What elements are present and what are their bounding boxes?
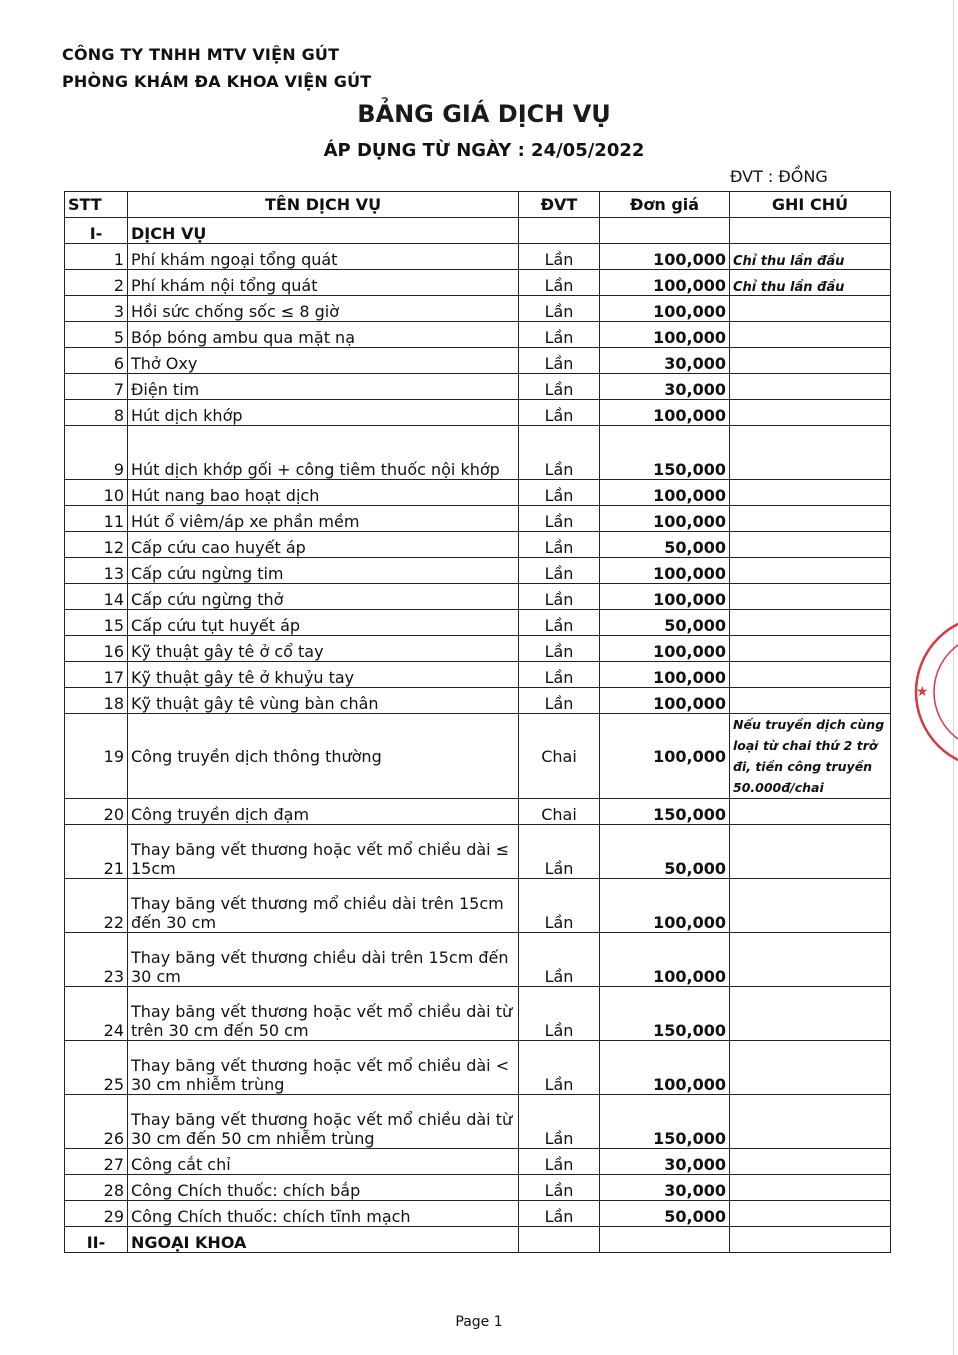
service-unit: Lần: [519, 1095, 600, 1149]
service-name: Phí khám nội tổng quát: [128, 270, 519, 296]
table-row: [65, 799, 891, 825]
service-name: Thay băng vết thương hoặc vết mổ chiều dài từ trên 30 cm đến 50 cm: [128, 987, 519, 1041]
service-unit: Lần: [519, 1149, 600, 1175]
currency-unit-note: ĐVT : ĐỒNG: [730, 167, 828, 186]
row-number: 26: [65, 1095, 128, 1149]
service-unit: Lần: [519, 933, 600, 987]
table-row: [65, 400, 891, 426]
table-row: [65, 714, 891, 799]
page-title: BẢNG GIÁ DỊCH VỤ: [357, 100, 611, 128]
row-number: 27: [65, 1149, 128, 1175]
service-price: 150,000: [600, 987, 730, 1041]
service-price: 100,000: [600, 933, 730, 987]
row-number: 3: [65, 296, 128, 322]
service-note: [730, 296, 891, 322]
table-row: [65, 1149, 891, 1175]
section-title: NGOẠI KHOA: [128, 1227, 519, 1253]
service-unit: Lần: [519, 825, 600, 879]
service-name: Thay băng vết thương hoặc vết mổ chiều dài < 30 cm nhiễm trùng: [128, 1041, 519, 1095]
service-note: [730, 825, 891, 879]
service-note: [730, 1095, 891, 1149]
service-note: [730, 1201, 891, 1227]
service-note: [730, 532, 891, 558]
page-number: Page 1: [455, 1314, 503, 1330]
service-price: 50,000: [600, 1201, 730, 1227]
service-unit: Lần: [519, 987, 600, 1041]
section-number: I-: [65, 218, 128, 244]
row-number: 22: [65, 879, 128, 933]
service-price: 100,000: [600, 662, 730, 688]
service-name: Công Chích thuốc: chích bắp: [128, 1175, 519, 1201]
row-number: 13: [65, 558, 128, 584]
service-name: Công truyền dịch đạm: [128, 799, 519, 825]
table-row: [65, 584, 891, 610]
service-price: 30,000: [600, 374, 730, 400]
service-note: [730, 1041, 891, 1095]
table-row: [65, 688, 891, 714]
service-unit: Lần: [519, 610, 600, 636]
service-price: 50,000: [600, 532, 730, 558]
row-number: 24: [65, 987, 128, 1041]
table-row: [65, 532, 891, 558]
row-number: 2: [65, 270, 128, 296]
service-note: Chỉ thu lần đầu: [730, 244, 891, 270]
row-number: 17: [65, 662, 128, 688]
col-header-note: GHI CHÚ: [730, 192, 891, 218]
table-row: [65, 1201, 891, 1227]
table-row: [65, 933, 891, 987]
table-row: [65, 636, 891, 662]
table-row: [65, 558, 891, 584]
service-price: 100,000: [600, 714, 730, 799]
service-name: Cấp cứu cao huyết áp: [128, 532, 519, 558]
service-unit: Lần: [519, 426, 600, 480]
service-note: [730, 1149, 891, 1175]
table-row: [65, 480, 891, 506]
service-name: Hút nang bao hoạt dịch: [128, 480, 519, 506]
service-price: 100,000: [600, 584, 730, 610]
service-price: 150,000: [600, 1095, 730, 1149]
service-note: [730, 610, 891, 636]
service-name: Thay băng vết thương mổ chiều dài trên 15cm đến 30 cm: [128, 879, 519, 933]
service-name: Hút ổ viêm/áp xe phần mềm: [128, 506, 519, 532]
table-row: [65, 1095, 891, 1149]
service-name: Cấp cứu ngừng tim: [128, 558, 519, 584]
col-header-stt: STT: [65, 192, 128, 218]
table-row: [65, 879, 891, 933]
service-note: [730, 400, 891, 426]
service-note: [730, 426, 891, 480]
service-unit: Lần: [519, 296, 600, 322]
service-price: 100,000: [600, 244, 730, 270]
table-row: [65, 322, 891, 348]
section-title: DỊCH VỤ: [128, 218, 519, 244]
service-price: 150,000: [600, 799, 730, 825]
service-unit: Lần: [519, 879, 600, 933]
table-row: [65, 296, 891, 322]
service-price: 100,000: [600, 688, 730, 714]
row-number: 15: [65, 610, 128, 636]
service-price: 100,000: [600, 270, 730, 296]
service-price: 30,000: [600, 1175, 730, 1201]
clinic-name: PHÒNG KHÁM ĐA KHOA VIỆN GÚT: [62, 72, 372, 91]
section-row: [65, 1227, 891, 1253]
service-unit: Lần: [519, 558, 600, 584]
service-note: Chỉ thu lần đầu: [730, 270, 891, 296]
row-number: 29: [65, 1201, 128, 1227]
service-unit: Chai: [519, 799, 600, 825]
service-name: Công cắt chỉ: [128, 1149, 519, 1175]
red-seal-stamp: [910, 612, 958, 772]
empty-cell: [519, 218, 600, 244]
service-price: 50,000: [600, 610, 730, 636]
row-number: 25: [65, 1041, 128, 1095]
service-name: Thay băng vết thương chiều dài trên 15cm đến 30 cm: [128, 933, 519, 987]
row-number: 6: [65, 348, 128, 374]
section-number: II-: [65, 1227, 128, 1253]
empty-cell: [600, 1227, 730, 1253]
service-unit: Lần: [519, 374, 600, 400]
company-name: CÔNG TY TNHH MTV VIỆN GÚT: [62, 45, 340, 64]
service-name: Cấp cứu ngừng thở: [128, 584, 519, 610]
service-note: [730, 688, 891, 714]
row-number: 5: [65, 322, 128, 348]
service-note: [730, 662, 891, 688]
service-price: 100,000: [600, 1041, 730, 1095]
service-unit: Lần: [519, 1201, 600, 1227]
service-name: Hút dịch khớp gối + công tiêm thuốc nội khớp: [128, 426, 519, 480]
table-row: [65, 506, 891, 532]
row-number: 18: [65, 688, 128, 714]
service-name: Cấp cứu tụt huyết áp: [128, 610, 519, 636]
service-price: 100,000: [600, 558, 730, 584]
service-note: [730, 584, 891, 610]
service-unit: Lần: [519, 480, 600, 506]
service-price: 100,000: [600, 506, 730, 532]
service-name: Thở Oxy: [128, 348, 519, 374]
service-unit: Lần: [519, 244, 600, 270]
service-unit: Lần: [519, 584, 600, 610]
table-row: [65, 270, 891, 296]
row-number: 11: [65, 506, 128, 532]
service-name: Công Chích thuốc: chích tĩnh mạch: [128, 1201, 519, 1227]
service-name: Thay băng vết thương hoặc vết mổ chiều dài ≤ 15cm: [128, 825, 519, 879]
table-row: [65, 374, 891, 400]
service-note: [730, 879, 891, 933]
service-note: [730, 348, 891, 374]
service-name: Thay băng vết thương hoặc vết mổ chiều dài từ 30 cm đến 50 cm nhiễm trùng: [128, 1095, 519, 1149]
service-price: 150,000: [600, 426, 730, 480]
row-number: 23: [65, 933, 128, 987]
empty-cell: [730, 218, 891, 244]
service-note: [730, 636, 891, 662]
service-name: Kỹ thuật gây tê ở khuỷu tay: [128, 662, 519, 688]
service-price: 100,000: [600, 879, 730, 933]
price-table: [64, 191, 891, 1253]
service-note: Nếu truyền dịch cùng loại từ chai thứ 2 trở đi, tiền công truyền 50.000đ/chai: [730, 714, 891, 799]
service-unit: Lần: [519, 1041, 600, 1095]
service-unit: Lần: [519, 662, 600, 688]
service-note: [730, 374, 891, 400]
row-number: 7: [65, 374, 128, 400]
service-name: Phí khám ngoại tổng quát: [128, 244, 519, 270]
service-price: 100,000: [600, 296, 730, 322]
service-note: [730, 322, 891, 348]
row-number: 28: [65, 1175, 128, 1201]
service-unit: Lần: [519, 270, 600, 296]
service-unit: Lần: [519, 1175, 600, 1201]
row-number: 9: [65, 426, 128, 480]
col-header-unit: ĐVT: [519, 192, 600, 218]
service-price: 50,000: [600, 825, 730, 879]
table-row: [65, 662, 891, 688]
service-unit: Lần: [519, 688, 600, 714]
service-unit: Lần: [519, 400, 600, 426]
service-note: [730, 799, 891, 825]
row-number: 16: [65, 636, 128, 662]
effective-date: ÁP DỤNG TỪ NGÀY : 24/05/2022: [323, 140, 645, 161]
service-price: 100,000: [600, 400, 730, 426]
table-row: [65, 825, 891, 879]
service-note: [730, 987, 891, 1041]
service-price: 100,000: [600, 322, 730, 348]
service-note: [730, 1175, 891, 1201]
service-price: 100,000: [600, 480, 730, 506]
service-note: [730, 558, 891, 584]
section-row: [65, 218, 891, 244]
table-row: [65, 1175, 891, 1201]
empty-cell: [519, 1227, 600, 1253]
service-name: Bóp bóng ambu qua mặt nạ: [128, 322, 519, 348]
table-row: [65, 244, 891, 270]
row-number: 21: [65, 825, 128, 879]
service-name: Điện tim: [128, 374, 519, 400]
service-unit: Lần: [519, 532, 600, 558]
service-price: 30,000: [600, 348, 730, 374]
col-header-price: Đơn giá: [600, 192, 730, 218]
table-row: [65, 610, 891, 636]
service-name: Hút dịch khớp: [128, 400, 519, 426]
service-unit: Lần: [519, 322, 600, 348]
service-name: Công truyền dịch thông thường: [128, 714, 519, 799]
table-row: [65, 348, 891, 374]
row-number: 20: [65, 799, 128, 825]
empty-cell: [600, 218, 730, 244]
service-price: 100,000: [600, 636, 730, 662]
service-unit: Chai: [519, 714, 600, 799]
row-number: 10: [65, 480, 128, 506]
table-row: [65, 1041, 891, 1095]
service-unit: Lần: [519, 348, 600, 374]
row-number: 14: [65, 584, 128, 610]
service-note: [730, 506, 891, 532]
row-number: 19: [65, 714, 128, 799]
service-note: [730, 480, 891, 506]
table-row: [65, 426, 891, 480]
service-name: Hồi sức chống sốc ≤ 8 giờ: [128, 296, 519, 322]
svg-text:★: ★: [916, 684, 929, 700]
row-number: 8: [65, 400, 128, 426]
service-unit: Lần: [519, 506, 600, 532]
service-note: [730, 933, 891, 987]
table-header-row: [65, 192, 891, 218]
service-name: Kỹ thuật gây tê vùng bàn chân: [128, 688, 519, 714]
service-name: Kỹ thuật gây tê ở cổ tay: [128, 636, 519, 662]
service-price: 30,000: [600, 1149, 730, 1175]
col-header-service: TÊN DỊCH VỤ: [128, 192, 519, 218]
table-row: [65, 987, 891, 1041]
empty-cell: [730, 1227, 891, 1253]
row-number: 1: [65, 244, 128, 270]
row-number: 12: [65, 532, 128, 558]
service-unit: Lần: [519, 636, 600, 662]
